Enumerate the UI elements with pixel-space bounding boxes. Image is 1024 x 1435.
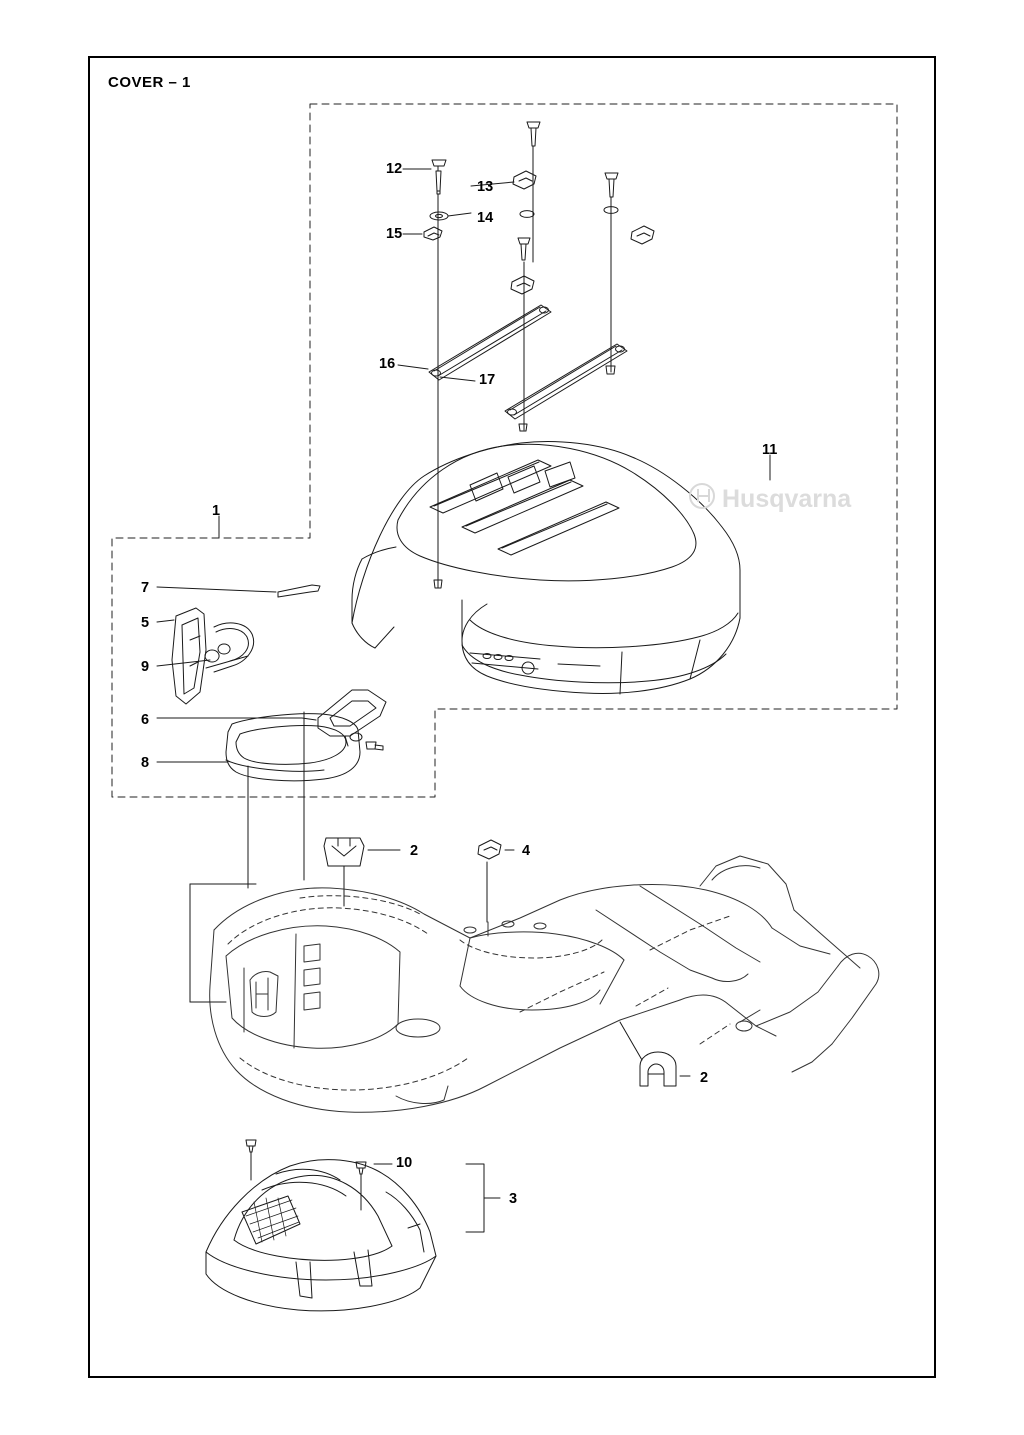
husqvarna-crown-logo-icon bbox=[689, 483, 715, 509]
diagram-border bbox=[88, 56, 936, 1378]
callout-9: 9 bbox=[141, 659, 150, 675]
callout-14: 14 bbox=[477, 210, 494, 226]
callout-6: 6 bbox=[141, 712, 150, 728]
callout-12: 12 bbox=[386, 161, 403, 177]
callout-4: 4 bbox=[522, 843, 531, 859]
page-title: COVER – 1 bbox=[108, 74, 191, 91]
callout-8: 8 bbox=[141, 755, 150, 771]
callout-7: 7 bbox=[141, 580, 150, 596]
callout-17: 17 bbox=[479, 372, 496, 388]
callout-13: 13 bbox=[477, 179, 494, 195]
callout-5: 5 bbox=[141, 615, 150, 631]
callout-10: 10 bbox=[396, 1155, 413, 1171]
callout-2b: 2 bbox=[700, 1070, 709, 1086]
callout-15: 15 bbox=[386, 226, 403, 242]
callout-16: 16 bbox=[379, 356, 396, 372]
brand-wordmark: Husqvarna bbox=[722, 485, 852, 513]
callout-1: 1 bbox=[212, 503, 221, 519]
callout-11: 11 bbox=[762, 442, 778, 458]
callout-3: 3 bbox=[509, 1191, 518, 1207]
callout-2a: 2 bbox=[410, 843, 419, 859]
